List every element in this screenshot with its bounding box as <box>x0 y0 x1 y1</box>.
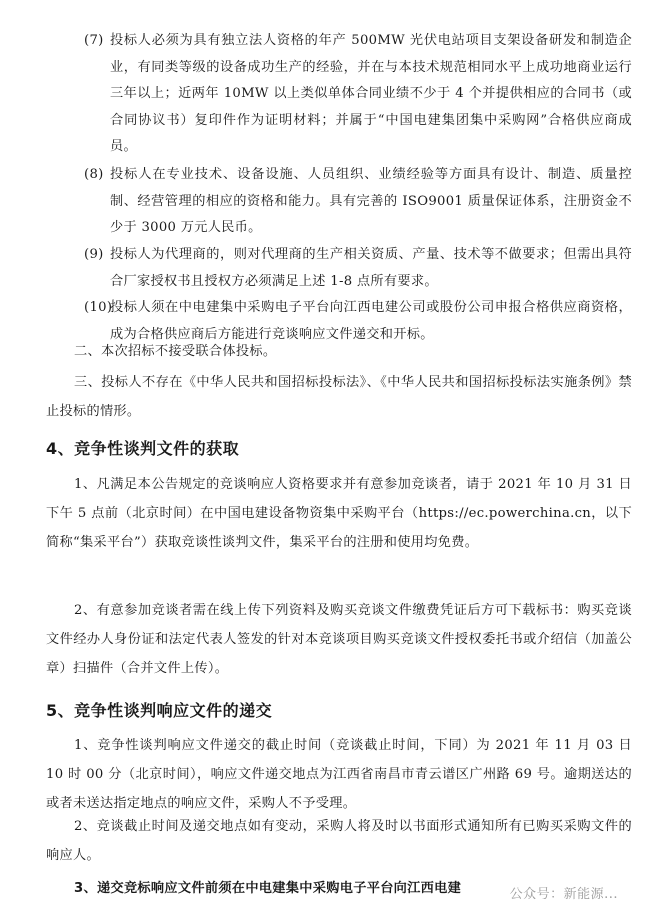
section-5-heading: 5、竞争性谈判响应文件的递交 <box>46 701 273 720</box>
requirement-item-9 <box>84 242 632 295</box>
section-4-paragraph-2: 2、有意参加竞谈者需在线上传下列资料及购买竞谈文件缴费凭证后方可下载标书：购买竞谈文件经办人身份证和法定代表人签发的针对本竞谈项目购买竞谈文件授权委托书或介绍信（加盖公章）扫描件（合并文件上传）。 <box>46 603 632 676</box>
item-number: (7) <box>84 33 104 48</box>
section-5-paragraph-3: 3、递交竞标响应文件前须在中电建集中采购电子平台向江西电建 <box>74 881 462 896</box>
clause-no-consortium: 二、本次招标不接受联合体投标。 <box>74 344 277 359</box>
requirement-item-7 <box>84 28 632 161</box>
item-number: (10) <box>84 300 113 315</box>
section-5-paragraph-1: 1、竞争性谈判响应文件递交的截止时间（竞谈截止时间，下同）为 2021 年 11 月 03 日 10 时 00 分（北京时间），响应文件递交地点为江西省南昌市青云谱区广州路 69 号。逾期送达的或者未送达指定地点的响应文件，采购人不予受理。 <box>46 738 632 811</box>
watermark: 公众号：新能源... <box>509 887 618 902</box>
item-text: 投标人必须为具有独立法人资格的年产 500MW 光伏电站项目支架设备研发和制造企业，有同类等级的设备成功生产的经验，并在与本技术规范相同水平上成功地商业运行三年以上；近两年 10MW 以上类似单体合同业绩不少于 4 个并提供相应的合同书（或合同协议书）复印件作为证明材料；并属于“中国电建集团集中采购网”合格供应商成员。 <box>110 33 632 155</box>
item-number: (8) <box>84 167 104 182</box>
section-4-paragraph-1: 1、凡满足本公告规定的竞谈响应人资格要求并有意参加竞谈者，请于 2021 年 10 月 31 日下午 5 点前（北京时间）在中国电建设备物资集中采购平台（https://ec.powerchina.cn，以下简称“集采平台”）获取竞谈性谈判文件，集采平台的注册和使用均免费。 <box>46 477 632 550</box>
clause-prohibited-bidders: 三、投标人不存在《中华人民共和国招标投标法》、《中华人民共和国招标投标法实施条例》禁止投标的情形。 <box>46 375 632 419</box>
item-number: (9) <box>84 247 104 262</box>
section-4-heading: 4、竞争性谈判文件的获取 <box>46 439 240 458</box>
requirement-item-8 <box>84 162 632 242</box>
item-text: 投标人须在中电建集中采购电子平台向江西电建公司或股份公司申报合格供应商资格，成为合格供应商后方能进行竞谈响应文件递交和开标。 <box>110 300 632 342</box>
item-text: 投标人为代理商的，则对代理商的生产相关资质、产量、技术等不做要求；但需出具符合厂家授权书且授权方必须满足上述 1-8 点所有要求。 <box>110 247 632 289</box>
item-text: 投标人在专业技术、设备设施、人员组织、业绩经验等方面具有设计、制造、质量控制、经营管理的相应的资格和能力。具有完善的 ISO9001 质量保证体系，注册资金不少于 3000 万元人民币。 <box>110 167 632 236</box>
section-5-paragraph-2: 2、竞谈截止时间及递交地点如有变动，采购人将及时以书面形式通知所有已购买采购文件的响应人。 <box>46 819 632 863</box>
